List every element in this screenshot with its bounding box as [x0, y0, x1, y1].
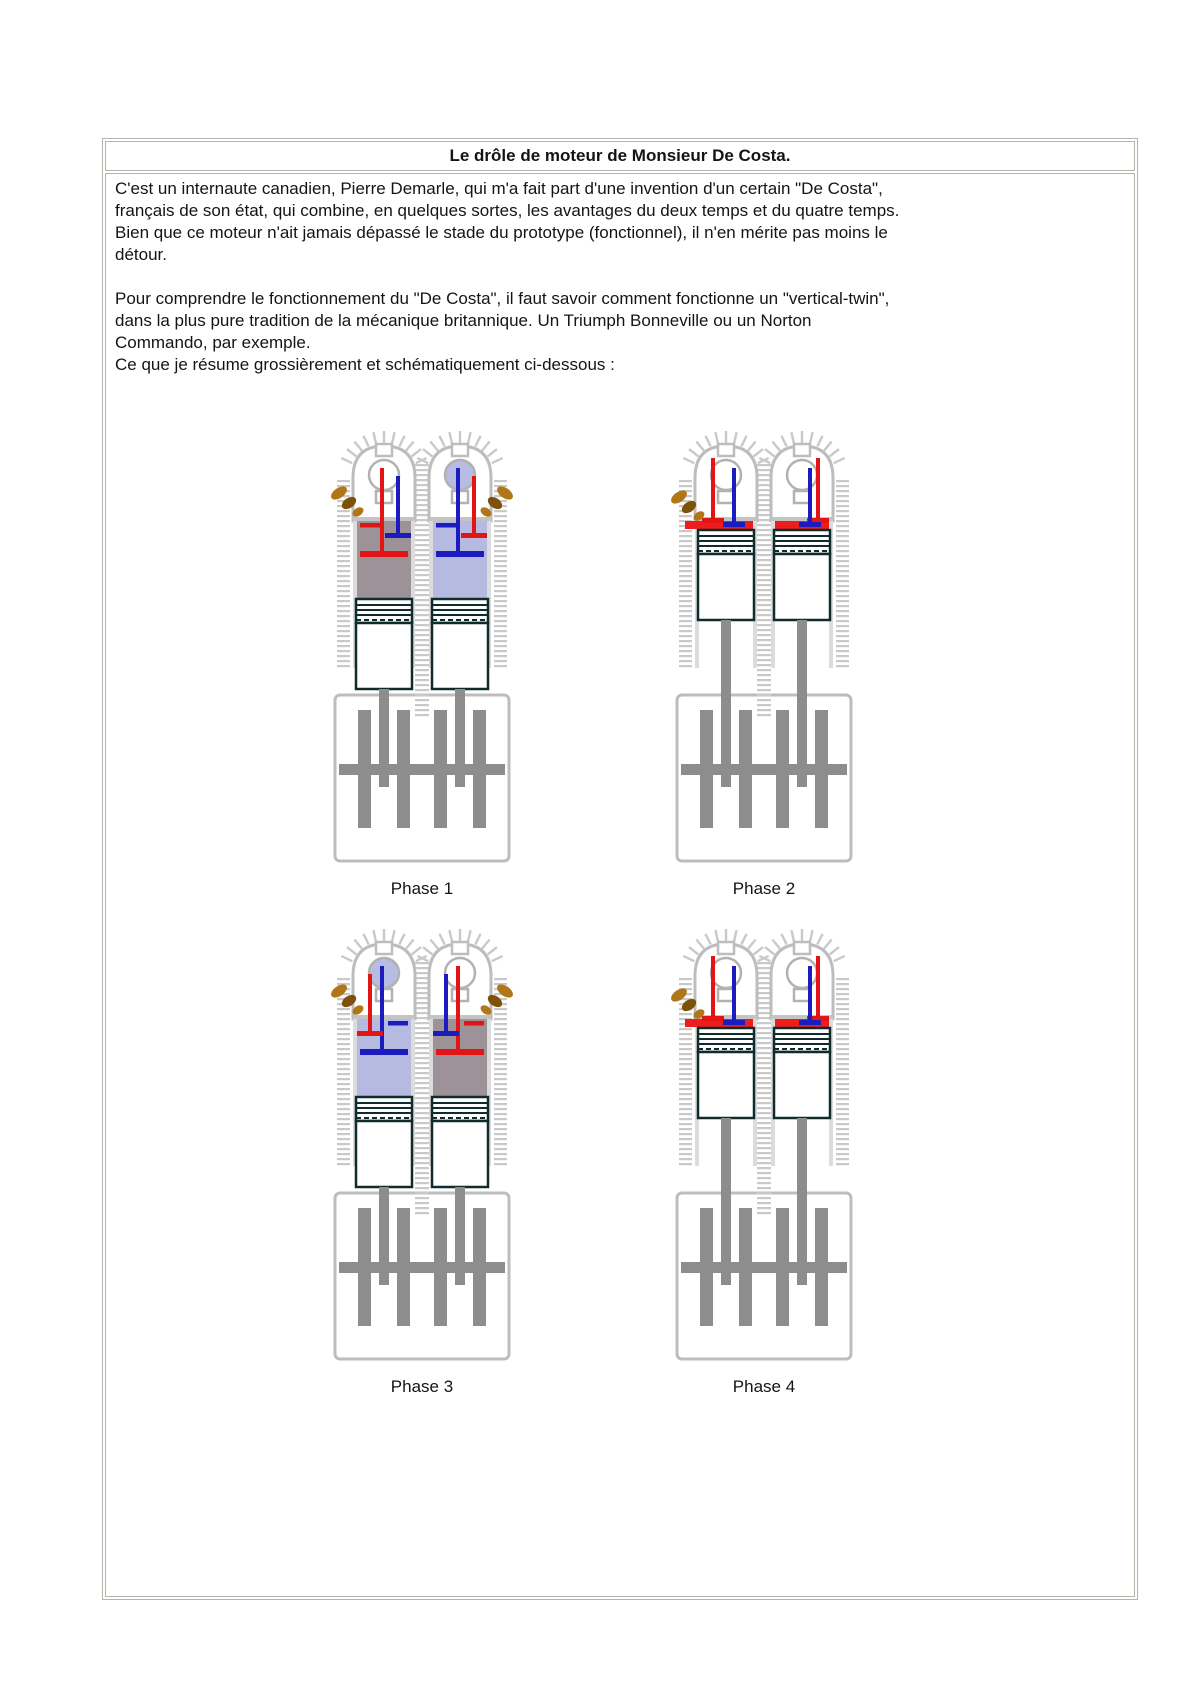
phase-caption: Phase 4: [732, 1377, 796, 1396]
phase-caption: Phase 3: [390, 1377, 454, 1396]
article-body: [105, 173, 1135, 1597]
page-title: Le drôle de moteur de Monsieur De Costa.: [105, 141, 1135, 171]
engine-diagram-phase-4: [669, 916, 859, 1366]
resume-line: Ce que je résume grossièrement et schématiquement ci-dessous :: [115, 355, 615, 374]
explanation-paragraph: Pour comprendre le fonctionnement du "De Costa", il faut savoir comment fonctionne un "vertical-twin", dans la plus pure tradition de la mécanique britannique. Un Triumph Bonneville ou un Norton Commando, par exemple.: [115, 289, 890, 352]
phase-column: [327, 418, 517, 900]
engine-diagram-phase-1: [327, 418, 517, 868]
phase-column: [669, 418, 859, 900]
engine-diagram-phase-2: [669, 418, 859, 868]
phase-column: [669, 916, 859, 1398]
content-table: [102, 138, 1138, 1600]
engine-phase-diagrams: [327, 418, 1125, 1398]
phase-column: [327, 916, 517, 1398]
phase-caption: Phase 2: [732, 879, 796, 898]
phase-caption: Phase 1: [390, 879, 454, 898]
intro-paragraph: C'est un internaute canadien, Pierre Demarle, qui m'a fait part d'une invention d'un certain "De Costa", français de son état, qui combine, en quelques sortes, les avantages du deux temps et du quatre temps. Bien que ce moteur n'ait jamais dépassé le stade du prototype (fonctionnel), il n'en mérite pas moins le détour.: [115, 179, 900, 264]
engine-diagram-phase-3: [327, 916, 517, 1366]
